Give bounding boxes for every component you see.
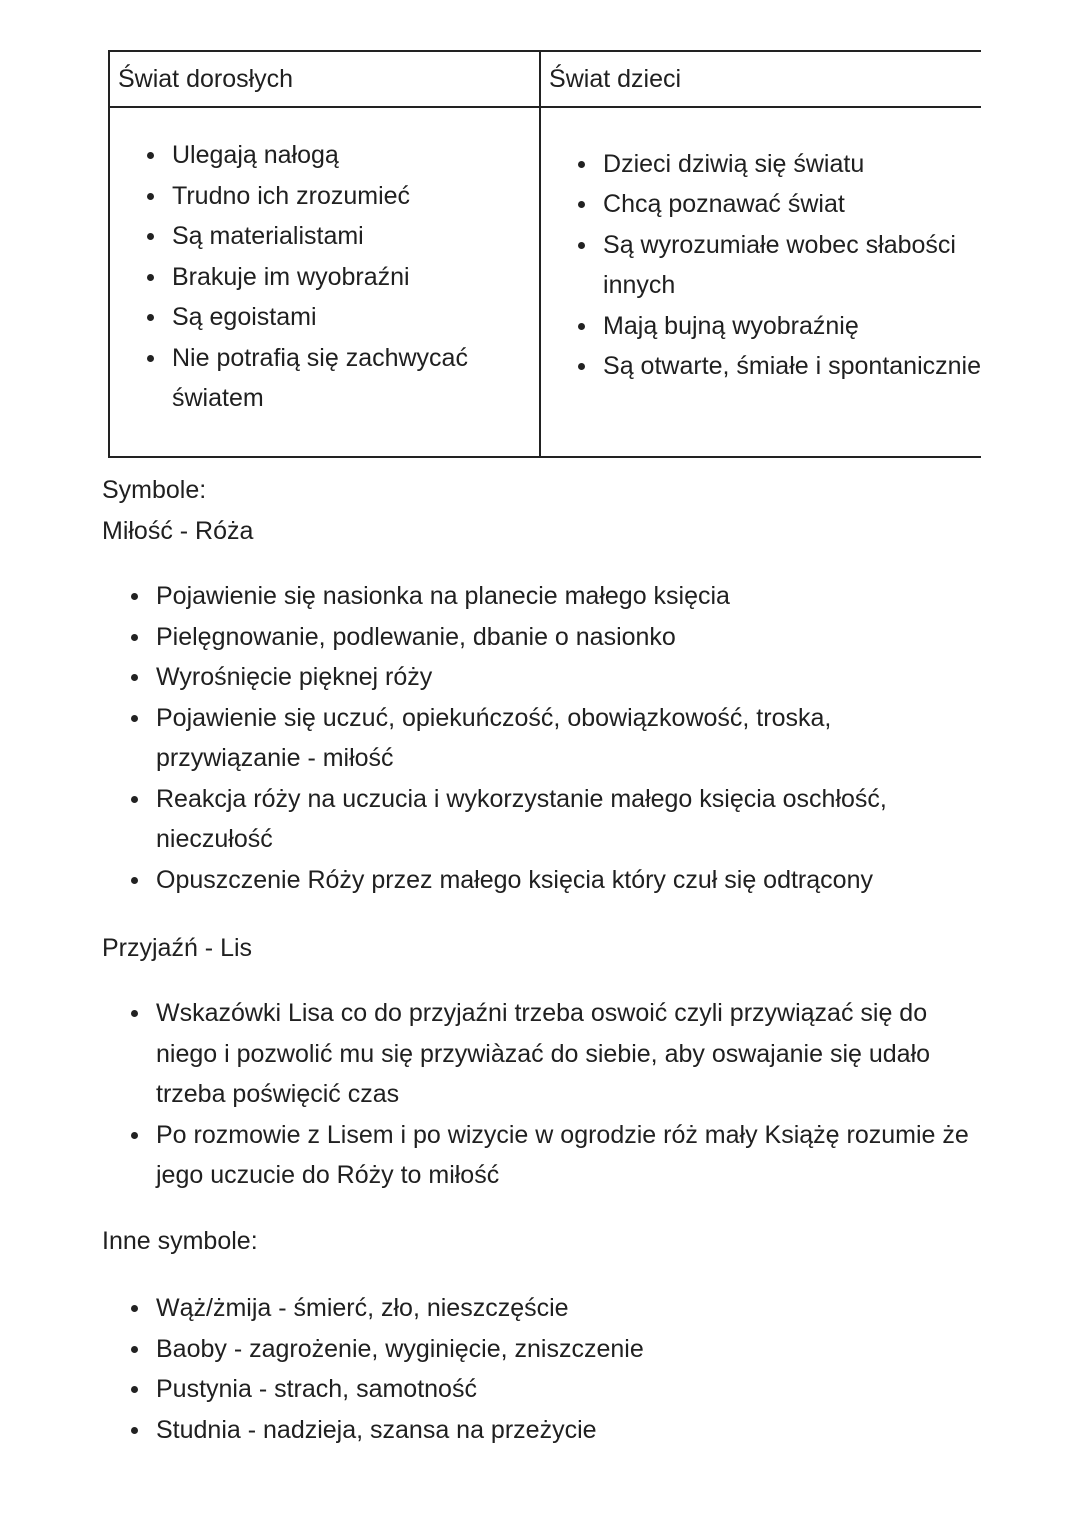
list-item: Opuszczenie Róży przez małego księcia który czuł się odtrącony bbox=[156, 860, 996, 901]
other-heading: Inne symbole: bbox=[102, 1227, 258, 1255]
list-item: Wskazówki Lisa co do przyjaźni trzeba oswoić czyli przywiązać się do niego i pozwolić mu się przywiàzać do siebie, aby oswajanie się udało trzeba poświęcić czas bbox=[156, 993, 996, 1115]
children-cell bbox=[540, 107, 981, 457]
adults-cell bbox=[109, 107, 540, 457]
list-item: Pustynia - strach, samotność bbox=[156, 1369, 996, 1410]
list-item: Są egoistami bbox=[172, 297, 519, 338]
list-item: Po rozmowie z Lisem i po wizycie w ogrodzie róż mały Książę rozumie że jego uczucie do Róży to miłość bbox=[156, 1115, 996, 1196]
header-adults: Świat dorosłych bbox=[109, 51, 540, 107]
adults-list bbox=[110, 135, 539, 419]
other-list bbox=[156, 1288, 996, 1450]
list-item: Trudno ich zrozumieć bbox=[172, 176, 519, 217]
list-item: Mają bujną wyobraźnię bbox=[603, 306, 981, 347]
children-list bbox=[541, 144, 981, 387]
list-item: Są materialistami bbox=[172, 216, 519, 257]
list-item: Dzieci dziwią się światu bbox=[603, 144, 981, 185]
list-item: Chcą poznawać świat bbox=[603, 184, 981, 225]
list-item: Nie potrafią się zachwycać światem bbox=[172, 338, 519, 419]
list-item: Ulegają nałogą bbox=[172, 135, 519, 176]
friendship-heading: Przyjaźń - Lis bbox=[102, 934, 253, 962]
comparison-table bbox=[108, 50, 981, 458]
friendship-list bbox=[156, 993, 996, 1196]
symbols-section bbox=[102, 470, 1002, 551]
list-item: Baoby - zagrożenie, wyginięcie, zniszczenie bbox=[156, 1329, 996, 1370]
love-heading: Miłość - Róża bbox=[102, 516, 254, 545]
list-item: Studnia - nadzieja, szansa na przeżycie bbox=[156, 1410, 996, 1451]
list-item: Brakuje im wyobraźni bbox=[172, 257, 519, 298]
list-item: Pielęgnowanie, podlewanie, dbanie o nasionko bbox=[156, 617, 996, 658]
love-list bbox=[156, 576, 996, 900]
symbols-heading: Symbole: bbox=[102, 476, 207, 504]
friendship-section bbox=[102, 928, 1002, 969]
list-item: Są otwarte, śmiałe i spontanicznie bbox=[603, 346, 981, 387]
list-item: Wąż/żmija - śmierć, zło, nieszczęście bbox=[156, 1288, 996, 1329]
header-children: Świat dzieci bbox=[540, 51, 981, 107]
list-item: Pojawienie się uczuć, opiekuńczość, obowiązkowość, troska, przywiązanie - miłość bbox=[156, 698, 996, 779]
other-symbols-section bbox=[102, 1221, 1002, 1262]
list-item: Pojawienie się nasionka na planecie małego księcia bbox=[156, 576, 996, 617]
list-item: Są wyrozumiałe wobec słabości innych bbox=[603, 225, 981, 306]
list-item: Reakcja róży na uczucia i wykorzystanie małego księcia oschłość, nieczułość bbox=[156, 779, 996, 860]
list-item: Wyrośnięcie pięknej róży bbox=[156, 657, 996, 698]
